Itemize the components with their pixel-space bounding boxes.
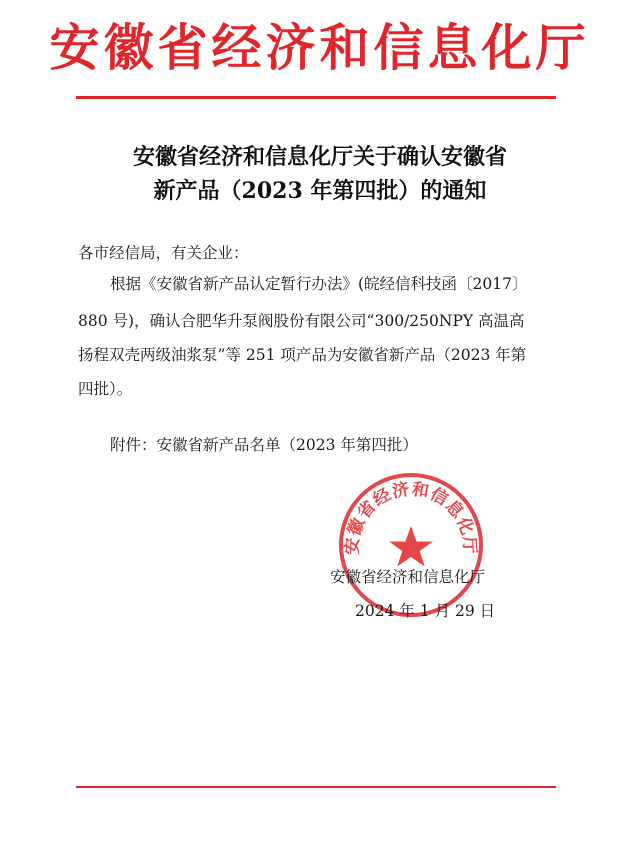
seal-text: 安徽省经济和信息化厅 — [342, 479, 480, 556]
signature-organization: 安徽省经济和信息化厅 — [330, 568, 486, 586]
body-line-1: 根据《安徽省新产品认定暂行办法》(皖经信科技函〔2017〕 — [110, 275, 528, 293]
attachment-note: 附件：安徽省新产品名单（2023 年第四批） — [110, 436, 418, 454]
footer-rule — [76, 786, 556, 788]
salutation: 各市经信局，有关企业： — [78, 244, 249, 262]
body-line-4: 四批）。 — [78, 380, 133, 398]
seal-ring — [341, 475, 481, 615]
signature-date: 2024 年 1 月 29 日 — [355, 602, 496, 620]
body-line-3: 扬程双壳两级油浆泵”等 251 项产品为安徽省新产品（2023 年第 — [78, 346, 527, 364]
masthead-rule — [76, 96, 556, 99]
masthead: 安徽省经济和信息化厅 — [49, 19, 590, 77]
document-title-line-1: 安徽省经济和信息化厅关于确认安徽省 — [132, 144, 507, 170]
star-icon — [389, 526, 433, 567]
document-title-line-2: 新产品（2023 年第四批）的通知 — [153, 178, 487, 204]
body-line-2: 880 号)，确认合肥华升泵阀股份有限公司“300/250NPY 高温高 — [78, 312, 525, 330]
